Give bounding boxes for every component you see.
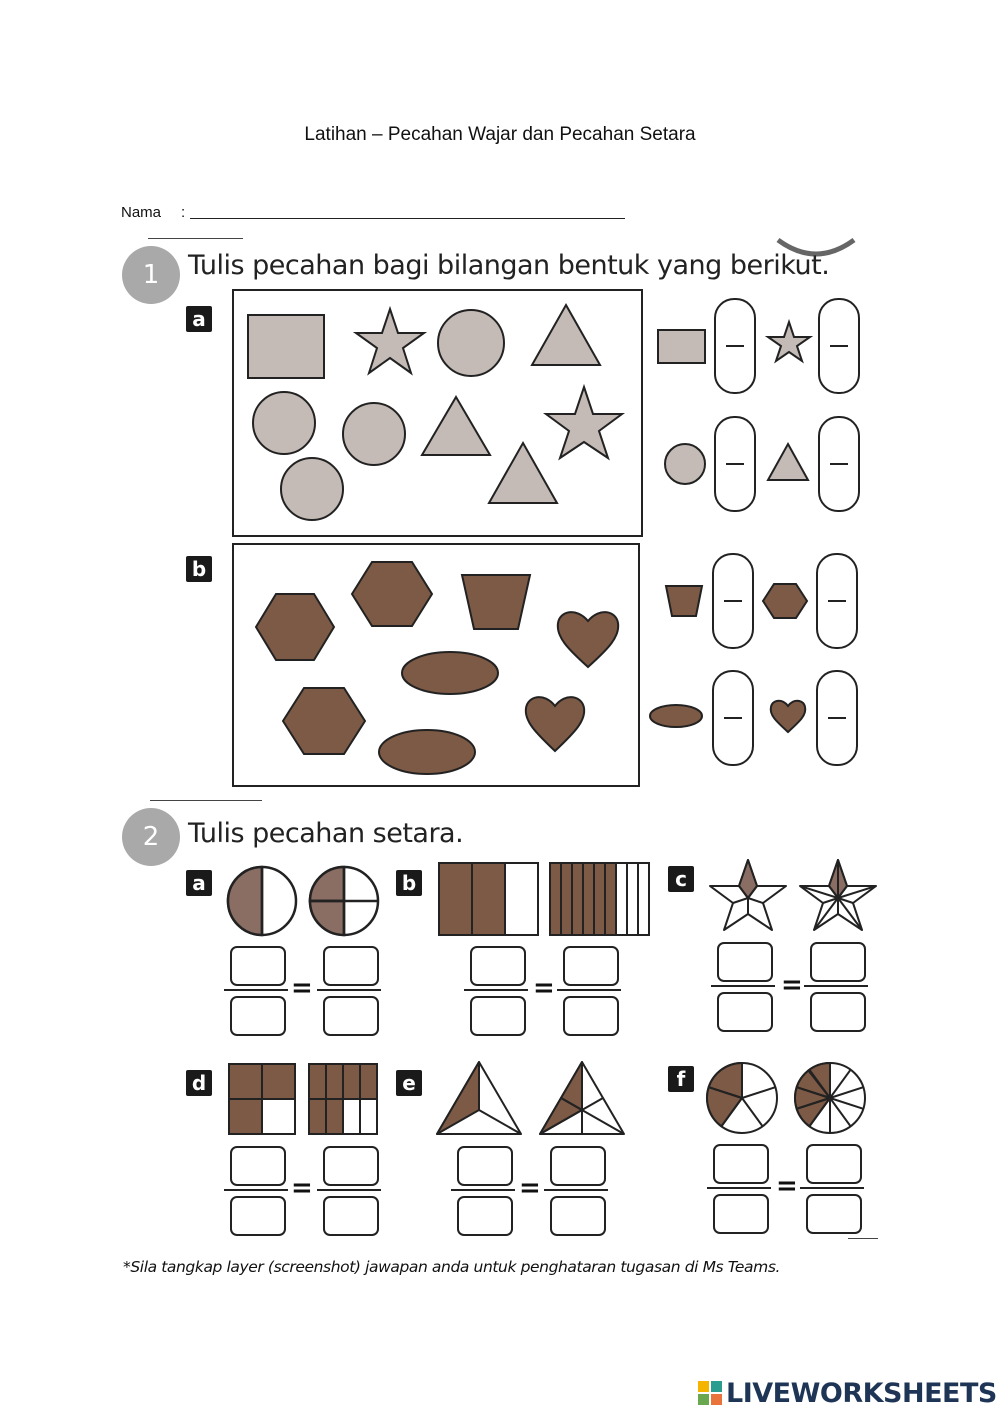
answer-pill[interactable] — [818, 416, 860, 512]
numerator-box[interactable] — [713, 1144, 769, 1184]
numerator-box[interactable] — [806, 1144, 862, 1184]
numerator-box[interactable] — [717, 942, 773, 982]
denominator-box[interactable] — [810, 992, 866, 1032]
fraction-line — [804, 985, 868, 987]
denominator-box[interactable] — [713, 1194, 769, 1234]
fraction-line — [451, 1189, 515, 1191]
decorative-line — [148, 238, 243, 239]
star-shape — [546, 387, 622, 458]
star-shape — [356, 309, 424, 373]
part-2a-tag: a — [186, 870, 212, 896]
triangle-shape — [422, 397, 490, 455]
denominator-box[interactable] — [550, 1196, 606, 1236]
answer-pill[interactable] — [818, 298, 860, 394]
part-2e-tag: e — [396, 1070, 422, 1096]
answer-pill[interactable] — [816, 553, 858, 649]
denominator-box[interactable] — [457, 1196, 513, 1236]
fraction-line — [464, 989, 528, 991]
footnote: *Sila tangkap layer (screenshot) jawapan anda untuk penghataran tugasan di Ms Teams. — [123, 1258, 781, 1276]
numerator-box[interactable] — [323, 946, 379, 986]
numerator-box[interactable] — [230, 946, 286, 986]
denominator-box[interactable] — [717, 992, 773, 1032]
fraction-line — [557, 989, 621, 991]
answer-pill[interactable] — [714, 298, 756, 394]
denominator-box[interactable] — [230, 1196, 286, 1236]
fraction-line — [544, 1189, 608, 1191]
figures-2d — [228, 1063, 380, 1137]
oval-shape — [402, 652, 498, 694]
part-1b-tag: b — [186, 556, 212, 582]
fraction-line — [800, 1187, 864, 1189]
triangle-shape — [489, 443, 557, 503]
numerator-box[interactable] — [457, 1146, 513, 1186]
trapezium-shape — [462, 575, 530, 629]
oval-shape — [650, 705, 702, 727]
figures-2b — [438, 862, 654, 938]
fraction-line — [317, 1189, 381, 1191]
triangle-shape — [532, 305, 600, 365]
circle-shape — [665, 444, 705, 484]
shapes-1b — [234, 545, 638, 785]
heart-shape — [771, 701, 806, 732]
part-2d-tag: d — [186, 1070, 212, 1096]
equals-sign: = — [533, 973, 555, 1003]
numerator-box[interactable] — [550, 1146, 606, 1186]
question-2-badge: 2 — [122, 808, 180, 866]
decorative-line — [848, 1238, 878, 1239]
fraction-line — [224, 1189, 288, 1191]
triangle-shape — [768, 444, 808, 480]
figures-2e — [436, 1060, 626, 1140]
numerator-box[interactable] — [230, 1146, 286, 1186]
answer-pill[interactable] — [714, 416, 756, 512]
rectangle-shape — [658, 330, 705, 363]
figures-2c — [706, 858, 882, 938]
fraction-line — [707, 1187, 771, 1189]
equals-sign: = — [781, 970, 803, 1000]
trapezium-shape — [666, 586, 702, 616]
decorative-line — [150, 800, 262, 801]
numerator-box[interactable] — [810, 942, 866, 982]
circle-shape — [253, 392, 315, 454]
name-colon: : — [181, 204, 186, 221]
circle-shape — [281, 458, 343, 520]
question-1-badge: 1 — [122, 246, 180, 304]
fraction-line — [317, 989, 381, 991]
question-2-instruction: Tulis pecahan setara. — [188, 818, 464, 849]
equals-sign: = — [519, 1173, 541, 1203]
denominator-box[interactable] — [470, 996, 526, 1036]
shapes-panel-1b — [232, 543, 640, 787]
denominator-box[interactable] — [323, 1196, 379, 1236]
part-2b-tag: b — [396, 870, 422, 896]
rectangle-shape — [248, 315, 324, 378]
name-label: Nama — [121, 204, 162, 221]
figures-2f — [706, 1060, 868, 1136]
part-2c-tag: c — [668, 866, 694, 892]
denominator-box[interactable] — [323, 996, 379, 1036]
answer-pill[interactable] — [712, 553, 754, 649]
shapes-panel-1a — [232, 289, 643, 537]
circle-shape — [343, 403, 405, 465]
equals-sign: = — [776, 1171, 798, 1201]
name-field[interactable] — [190, 218, 625, 219]
hexagon-shape — [283, 688, 365, 754]
question-1-instruction: Tulis pecahan bagi bilangan bentuk yang berikut. — [188, 250, 830, 281]
hexagon-shape — [256, 594, 334, 660]
hexagon-shape — [763, 584, 807, 618]
numerator-box[interactable] — [323, 1146, 379, 1186]
denominator-box[interactable] — [806, 1194, 862, 1234]
part-2f-tag: f — [668, 1066, 694, 1092]
worksheet-title: Latihan – Pecahan Wajar dan Pecahan Setara — [304, 124, 696, 145]
numerator-box[interactable] — [563, 946, 619, 986]
heart-shape — [558, 612, 618, 667]
equals-sign: = — [291, 1173, 313, 1203]
part-1a-tag: a — [186, 306, 212, 332]
star-shape — [768, 322, 810, 361]
figures-2a — [226, 864, 386, 940]
circle-shape — [438, 310, 504, 376]
shapes-1a — [234, 291, 641, 535]
oval-shape — [379, 730, 475, 774]
heart-shape — [526, 697, 584, 751]
fraction-line — [711, 985, 775, 987]
answer-pill[interactable] — [712, 670, 754, 766]
answer-pill[interactable] — [816, 670, 858, 766]
numerator-box[interactable] — [470, 946, 526, 986]
brand-wordmark: LIVEWORKSHEETS — [726, 1378, 997, 1409]
equals-sign: = — [291, 973, 313, 1003]
denominator-box[interactable] — [230, 996, 286, 1036]
denominator-box[interactable] — [563, 996, 619, 1036]
fraction-line — [224, 989, 288, 991]
hexagon-shape — [352, 562, 432, 626]
